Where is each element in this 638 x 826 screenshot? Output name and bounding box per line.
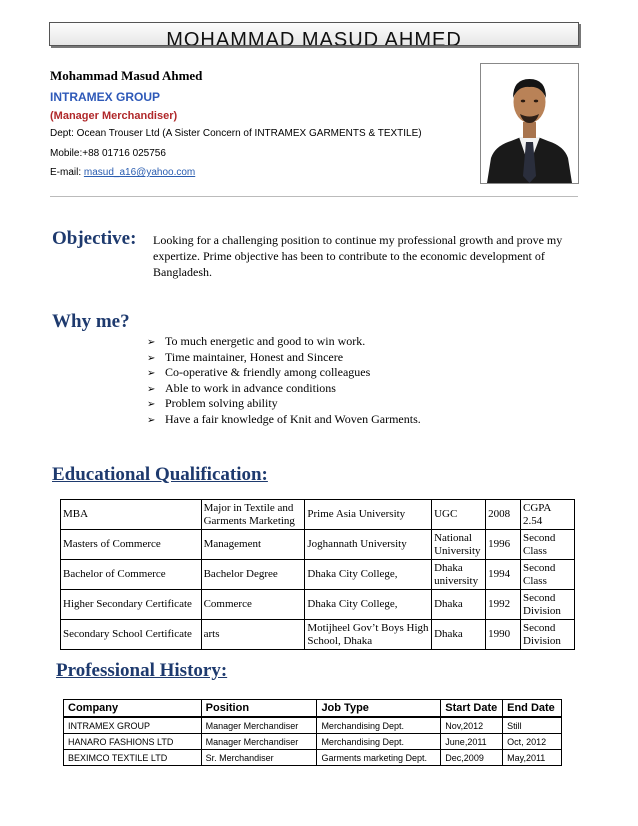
job-position: Manager Merchandiser bbox=[201, 734, 317, 750]
edu-major: Major in Textile and Garments Marketing bbox=[201, 500, 305, 530]
why-item: ➢ Able to work in advance conditions bbox=[147, 381, 421, 397]
table-row bbox=[64, 717, 562, 734]
edu-result: Second Division bbox=[521, 620, 575, 650]
edu-year: 1990 bbox=[486, 620, 521, 650]
edu-board: Dhaka bbox=[432, 620, 486, 650]
job-company: INTRAMEX GROUP bbox=[64, 717, 202, 734]
job-position: Sr. Merchandiser bbox=[201, 750, 317, 766]
edu-year: 1996 bbox=[486, 530, 521, 560]
edu-year: 2008 bbox=[486, 500, 521, 530]
arrow-bullet-icon: ➢ bbox=[147, 368, 156, 380]
objective-heading: Objective: bbox=[52, 228, 137, 249]
contact-email-row bbox=[50, 167, 195, 178]
edu-board: Dhaka university bbox=[432, 560, 486, 590]
job-start-date: Dec,2009 bbox=[441, 750, 503, 766]
edu-major: Commerce bbox=[201, 590, 305, 620]
edu-result: Second Division bbox=[521, 590, 575, 620]
edu-degree: Bachelor of Commerce bbox=[61, 560, 202, 590]
edu-degree: MBA bbox=[61, 500, 202, 530]
col-header-job-type: Job Type bbox=[317, 700, 441, 718]
header-divider bbox=[50, 196, 578, 197]
arrow-bullet-icon: ➢ bbox=[147, 352, 156, 364]
job-type: Merchandising Dept. bbox=[317, 734, 441, 750]
arrow-bullet-icon: ➢ bbox=[147, 414, 156, 426]
why-item: ➢ Time maintainer, Honest and Sincere bbox=[147, 350, 421, 366]
edu-result: CGPA 2.54 bbox=[521, 500, 575, 530]
edu-major: arts bbox=[201, 620, 305, 650]
table-header-row bbox=[64, 700, 562, 718]
edu-board: Dhaka bbox=[432, 590, 486, 620]
edu-institution: Prime Asia University bbox=[305, 500, 432, 530]
edu-institution: Dhaka City College, bbox=[305, 590, 432, 620]
edu-institution: Motijheel Gov’t Boys High School, Dhaka bbox=[305, 620, 432, 650]
education-heading: Educational Qualification: bbox=[52, 464, 268, 485]
education-table bbox=[60, 499, 575, 650]
why-item: ➢ To much energetic and good to win work. bbox=[147, 334, 421, 350]
contact-mobile: Mobile:+88 01716 025756 bbox=[50, 148, 166, 159]
table-row bbox=[61, 500, 575, 530]
job-end-date: Still bbox=[503, 717, 562, 734]
arrow-bullet-icon: ➢ bbox=[147, 383, 156, 395]
contact-dept: Dept: Ocean Trouser Ltd (A Sister Concern of INTRAMEX GARMENTS & TEXTILE) bbox=[50, 128, 422, 139]
job-company: BEXIMCO TEXTILE LTD bbox=[64, 750, 202, 766]
contact-position: (Manager Merchandiser) bbox=[50, 110, 178, 122]
contact-name: Mohammad Masud Ahmed bbox=[50, 68, 203, 83]
edu-board: UGC bbox=[432, 500, 486, 530]
edu-degree: Secondary School Certificate bbox=[61, 620, 202, 650]
job-position: Manager Merchandiser bbox=[201, 717, 317, 734]
resume-title-box bbox=[49, 22, 579, 46]
job-type: Merchandising Dept. bbox=[317, 717, 441, 734]
why-item: ➢ Problem solving ability bbox=[147, 396, 421, 412]
edu-year: 1992 bbox=[486, 590, 521, 620]
why-item: ➢ Co-operative & friendly among colleagues bbox=[147, 365, 421, 381]
job-start-date: June,2011 bbox=[441, 734, 503, 750]
table-row bbox=[64, 734, 562, 750]
edu-institution: Joghannath University bbox=[305, 530, 432, 560]
edu-institution: Dhaka City College, bbox=[305, 560, 432, 590]
professional-table bbox=[63, 699, 562, 766]
why-list bbox=[147, 334, 421, 428]
professional-heading: Professional History: bbox=[56, 660, 228, 681]
table-row bbox=[61, 590, 575, 620]
table-row bbox=[61, 530, 575, 560]
edu-major: Bachelor Degree bbox=[201, 560, 305, 590]
job-end-date: May,2011 bbox=[503, 750, 562, 766]
why-heading: Why me? bbox=[52, 311, 130, 332]
table-row bbox=[61, 560, 575, 590]
profile-photo-image bbox=[481, 64, 578, 183]
col-header-end-date: End Date bbox=[503, 700, 562, 718]
arrow-bullet-icon: ➢ bbox=[147, 399, 156, 411]
col-header-company: Company bbox=[64, 700, 202, 718]
col-header-start-date: Start Date bbox=[441, 700, 503, 718]
job-start-date: Nov,2012 bbox=[441, 717, 503, 734]
arrow-bullet-icon: ➢ bbox=[147, 337, 156, 348]
table-row bbox=[64, 750, 562, 766]
job-company: HANARO FASHIONS LTD bbox=[64, 734, 202, 750]
job-type: Garments marketing Dept. bbox=[317, 750, 441, 766]
edu-result: Second Class bbox=[521, 530, 575, 560]
edu-major: Management bbox=[201, 530, 305, 560]
edu-degree: Higher Secondary Certificate bbox=[61, 590, 202, 620]
email-link[interactable]: masud_a16@yahoo.com bbox=[83, 167, 196, 178]
table-row bbox=[61, 620, 575, 650]
edu-degree: Masters of Commerce bbox=[61, 530, 202, 560]
col-header-position: Position bbox=[201, 700, 317, 718]
edu-board: National University bbox=[432, 530, 486, 560]
objective-text: Looking for a challenging position to continue my professional growth and prove my expertize. Prime objective has been to contribute to the economic development of Bangladesh. bbox=[153, 233, 563, 279]
edu-year: 1994 bbox=[486, 560, 521, 590]
job-end-date: Oct, 2012 bbox=[503, 734, 562, 750]
why-item: ➢ Have a fair knowledge of Knit and Woven Garments. bbox=[147, 412, 421, 428]
profile-photo bbox=[480, 63, 579, 184]
edu-result: Second Class bbox=[521, 560, 575, 590]
contact-company: INTRAMEX GROUP bbox=[50, 90, 161, 104]
resume-title: MOHAMMAD MASUD AHMED bbox=[166, 29, 462, 46]
email-label: E-mail: bbox=[50, 167, 84, 178]
